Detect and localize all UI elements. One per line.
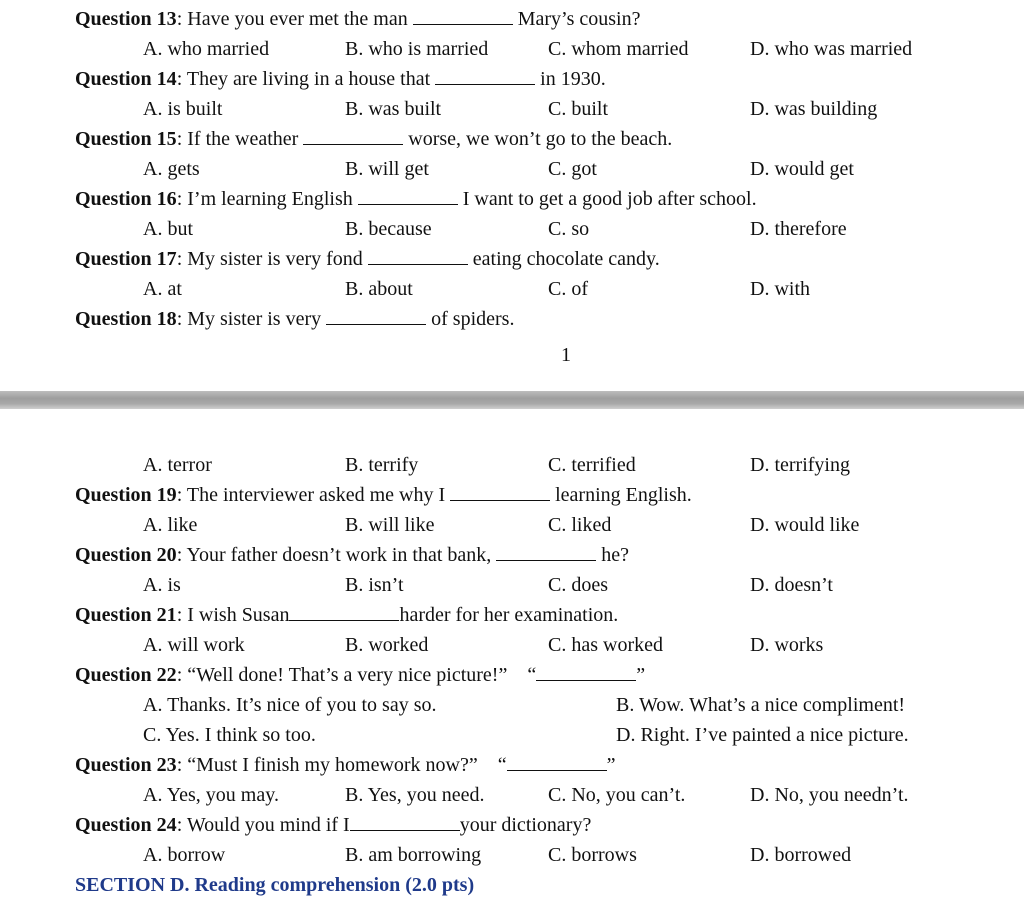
question-17 [0,244,1024,274]
question-text: ” [606,754,616,776]
option-c: C. of [548,278,588,300]
question-14 [0,64,1024,94]
option-d: D. Right. I’ve painted a nice picture. [616,724,909,746]
option-c: C. No, you can’t. [548,784,686,806]
option-b: B. Wow. What’s a nice compliment! [616,694,906,716]
section-heading-cutoff: SECTION D. Reading comprehension (2.0 pts) [75,874,475,896]
option-b: B. was built [345,98,442,120]
question-15 [0,124,1024,154]
options-14 [0,94,1024,124]
answer-blank [507,750,607,771]
answer-blank [536,660,636,681]
question-label: Question 23 [75,754,177,776]
question-text: worse, we won’t go to the beach. [403,128,673,150]
question-18 [0,304,1024,334]
question-text: : If the weather [176,128,304,150]
option-a: A. gets [143,158,200,180]
question-13 [0,4,1024,34]
options-21 [0,630,1024,660]
option-a: A. is built [143,98,223,120]
question-text: of spiders. [426,308,515,330]
option-c: C. has worked [548,634,663,656]
answer-blank [435,64,535,85]
option-c: C. got [548,158,597,180]
page-divider [0,391,1024,409]
option-a: A. will work [143,634,245,656]
options-24 [0,840,1024,870]
options-16 [0,214,1024,244]
question-text: I want to get a good job after school. [457,188,757,210]
question-text: your dictionary? [459,814,592,836]
question-text: learning English. [550,484,692,506]
option-c: C. borrows [548,844,637,866]
question-label: Question 16 [75,188,177,210]
question-text: Mary’s cousin? [512,8,641,30]
option-d: D. was building [750,98,878,120]
question-label: Question 22 [75,664,177,686]
question-label: Question 18 [75,308,177,330]
option-c: C. Yes. I think so too. [143,724,316,746]
option-d: D. terrifying [750,454,850,476]
answer-blank [350,810,460,831]
option-b: B. Yes, you need. [345,784,485,806]
question-text: in 1930. [535,68,606,90]
option-a: A. Yes, you may. [143,784,279,806]
answer-blank [358,184,458,205]
option-b: B. who is married [345,38,489,60]
options-13 [0,34,1024,64]
option-c: C. so [548,218,590,240]
option-d: D. who was married [750,38,913,60]
question-text: : My sister is very fond [176,248,368,270]
question-label: Question 20 [75,544,177,566]
option-d: D. therefore [750,218,847,240]
question-text: eating chocolate candy. [467,248,660,270]
option-b: B. isn’t [345,574,404,596]
question-23 [0,750,1024,780]
option-b: B. terrify [345,454,419,476]
answer-blank [496,540,596,561]
option-d: D. would get [750,158,854,180]
option-a: A. is [143,574,181,596]
question-label: Question 21 [75,604,177,626]
options-23 [0,780,1024,810]
question-text: : The interviewer asked me why I [176,484,451,506]
question-text: harder for her examination. [399,604,619,626]
question-24 [0,810,1024,840]
question-label: Question 24 [75,814,177,836]
option-d: D. with [750,278,810,300]
question-text: : I wish Susan [176,604,290,626]
option-d: D. doesn’t [750,574,833,596]
question-label: Question 14 [75,68,177,90]
question-text: : Have you ever met the man [176,8,413,30]
question-text: : “Well done! That’s a very nice picture!” “ [176,664,537,686]
question-text: he? [596,544,630,566]
option-a: A. who married [143,38,270,60]
page-number: 1 [561,344,571,366]
option-b: B. because [345,218,432,240]
option-b: B. worked [345,634,429,656]
question-label: Question 13 [75,8,177,30]
question-label: Question 17 [75,248,177,270]
option-b: B. am borrowing [345,844,482,866]
option-b: B. will get [345,158,429,180]
option-a: A. but [143,218,193,240]
question-label: Question 15 [75,128,177,150]
option-a: A. at [143,278,182,300]
option-c: C. does [548,574,608,596]
option-c: C. built [548,98,609,120]
options-18 [0,450,1024,480]
question-text: ” [636,664,646,686]
question-text: : My sister is very [176,308,327,330]
option-d: D. borrowed [750,844,852,866]
options-20 [0,570,1024,600]
option-a: A. borrow [143,844,226,866]
answer-blank [303,124,403,145]
options-17 [0,274,1024,304]
answer-blank [368,244,468,265]
option-c: C. terrified [548,454,636,476]
question-label: Question 19 [75,484,177,506]
answer-blank [413,4,513,25]
answer-blank [289,600,399,621]
options-22-row-1 [0,690,1024,720]
option-d: D. works [750,634,824,656]
question-19 [0,480,1024,510]
option-d: D. No, you needn’t. [750,784,909,806]
option-a: A. terror [143,454,212,476]
option-b: B. will like [345,514,435,536]
answer-blank [326,304,426,325]
question-16 [0,184,1024,214]
question-text: : “Must I finish my homework now?” “ [176,754,507,776]
option-c: C. liked [548,514,612,536]
option-a: A. Thanks. It’s nice of you to say so. [143,694,437,716]
question-text: : Would you mind if I [176,814,350,836]
options-19 [0,510,1024,540]
options-22-row-2 [0,720,1024,750]
options-15 [0,154,1024,184]
question-text: : Your father doesn’t work in that bank, [176,544,497,566]
question-22 [0,660,1024,690]
question-20 [0,540,1024,570]
answer-blank [450,480,550,501]
option-a: A. like [143,514,198,536]
option-d: D. would like [750,514,860,536]
question-text: : I’m learning English [176,188,358,210]
question-text: : They are living in a house that [176,68,436,90]
option-b: B. about [345,278,413,300]
question-21 [0,600,1024,630]
option-c: C. whom married [548,38,689,60]
